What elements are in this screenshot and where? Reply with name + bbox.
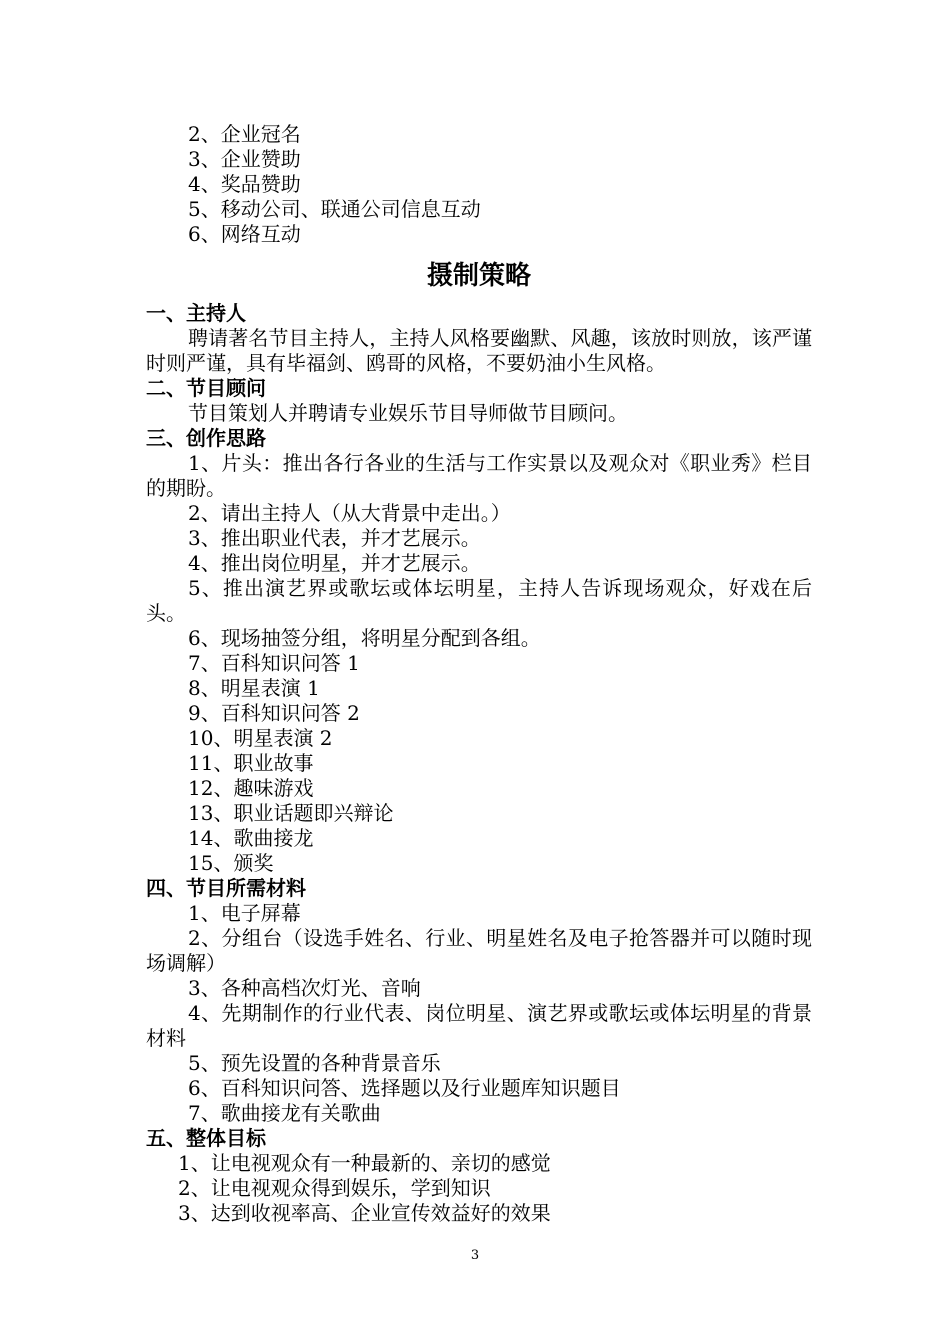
- list-item: 1、电子屏幕: [188, 901, 301, 925]
- list-item: 8、明星表演 1: [188, 676, 320, 700]
- list-item: 1、让电视观众有一种最新的、亲切的感觉: [178, 1151, 551, 1175]
- list-item: 7、歌曲接龙有关歌曲: [188, 1101, 381, 1125]
- list-item: 10、明星表演 2: [188, 726, 333, 750]
- list-item: 2、让电视观众得到娱乐，学到知识: [178, 1176, 491, 1200]
- section-heading: 四、节目所需材料: [146, 876, 306, 900]
- list-item: 3、各种高档次灯光、音响: [188, 976, 421, 1000]
- list-item: 4、推出岗位明星，并才艺展示。: [188, 551, 481, 575]
- list-item: 2、企业冠名: [188, 122, 301, 146]
- list-item: 15、颁奖: [188, 851, 274, 875]
- list-item: 6、网络互动: [188, 222, 301, 246]
- section-heading: 三、创作思路: [146, 426, 266, 450]
- list-item: 5、预先设置的各种背景音乐: [188, 1051, 441, 1075]
- section-heading: 一、主持人: [146, 301, 246, 325]
- page-number: 3: [470, 1248, 480, 1263]
- list-item: 12、趣味游戏: [188, 776, 314, 800]
- page-title: 摄制策略: [426, 261, 531, 291]
- paragraph: 节目策划人并聘请专业娱乐节目导师做节目顾问。: [188, 401, 628, 425]
- list-item: 11、职业故事: [188, 751, 314, 775]
- list-item: 6、现场抽签分组，将明星分配到各组。: [188, 626, 541, 650]
- paragraph: 聘请著名节目主持人，主持人风格要幽默、风趣，该放时则放，该严谨时则严谨，具有毕福剑、鸥哥的风格，不要奶油小生风格。: [146, 326, 812, 375]
- list-item: 5、移动公司、联通公司信息互动: [188, 197, 481, 221]
- section-heading: 五、整体目标: [146, 1126, 266, 1150]
- list-item: 5、推出演艺界或歌坛或体坛明星，主持人告诉现场观众，好戏在后头。: [146, 576, 812, 625]
- list-item: 3、推出职业代表，并才艺展示。: [188, 526, 481, 550]
- list-item: 9、百科知识问答 2: [188, 701, 360, 725]
- list-item: 7、百科知识问答 1: [188, 651, 360, 675]
- list-item: 3、企业赞助: [188, 147, 301, 171]
- list-item: 2、分组台（设选手姓名、行业、明星姓名及电子抢答器并可以随时现场调解）: [146, 926, 812, 975]
- list-item: 4、奖品赞助: [188, 172, 301, 196]
- page-content: [146, 122, 812, 1226]
- list-item: 1、片头：推出各行各业的生活与工作实景以及观众对《职业秀》栏目的期盼。: [146, 451, 812, 500]
- list-item: 4、先期制作的行业代表、岗位明星、演艺界或歌坛或体坛明星的背景材料: [146, 1001, 812, 1050]
- list-item: 6、百科知识问答、选择题以及行业题库知识题目: [188, 1076, 621, 1100]
- list-item: 13、职业话题即兴辩论: [188, 801, 394, 825]
- list-item: 3、达到收视率高、企业宣传效益好的效果: [178, 1201, 551, 1225]
- list-item: 2、请出主持人（从大背景中走出。）: [188, 501, 511, 525]
- list-item: 14、歌曲接龙: [188, 826, 314, 850]
- section-heading: 二、节目顾问: [146, 376, 266, 400]
